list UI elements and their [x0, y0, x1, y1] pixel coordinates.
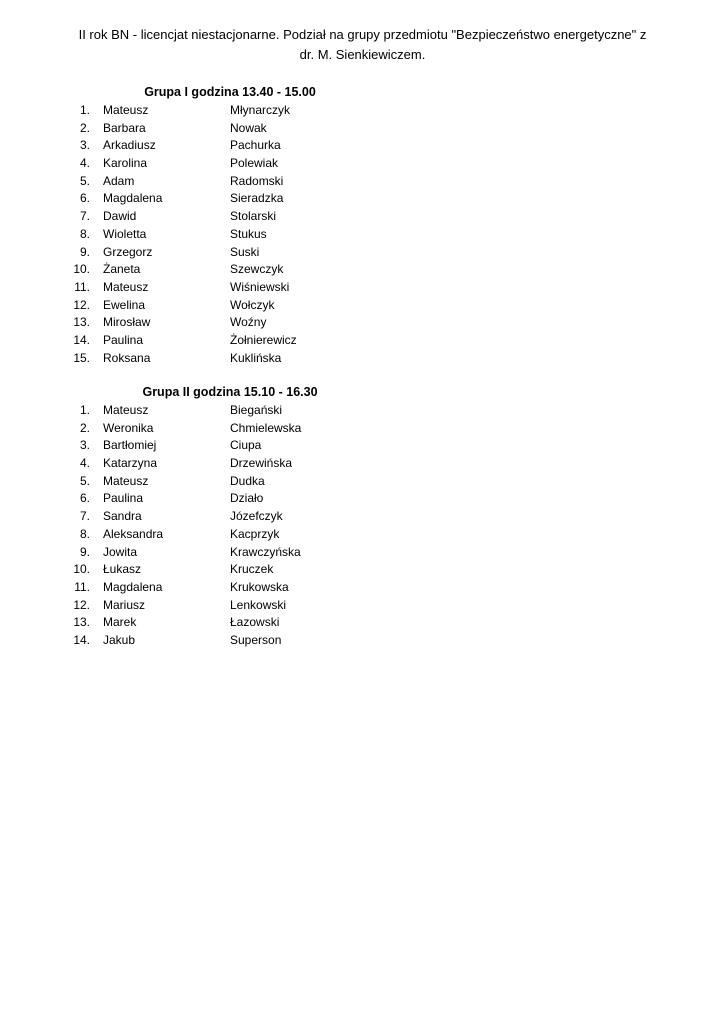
- student-row: [0, 244, 725, 262]
- student-number: 7.: [79, 509, 90, 524]
- student-row: [0, 137, 725, 155]
- student-first-name: Katarzyna: [103, 456, 158, 471]
- student-row: [0, 190, 725, 208]
- student-number: 12.: [73, 597, 90, 612]
- student-number: 4.: [79, 456, 90, 471]
- student-last-name: Kacprzyk: [230, 526, 280, 541]
- student-row: [0, 597, 725, 615]
- title-line-2: dr. M. Sienkiewiczem.: [299, 47, 426, 62]
- student-number: 10.: [73, 562, 90, 577]
- student-last-name: Wołczyk: [230, 297, 275, 312]
- student-row: [0, 208, 725, 226]
- student-last-name: Lenkowski: [230, 597, 287, 612]
- student-first-name: Mateusz: [103, 473, 149, 488]
- student-last-name: Krawczyńska: [230, 544, 301, 559]
- group-1-student-list: [0, 102, 725, 367]
- student-number: 9.: [79, 244, 90, 259]
- student-row: [0, 526, 725, 544]
- group-1-header: Grupa I godzina 13.40 - 15.00: [144, 85, 316, 99]
- student-number: 1.: [79, 403, 90, 417]
- student-first-name: Sandra: [103, 509, 142, 524]
- student-first-name: Jakub: [103, 632, 136, 647]
- student-last-name: Krukowska: [230, 579, 289, 594]
- student-last-name: Stukus: [230, 226, 267, 241]
- student-first-name: Karolina: [103, 156, 148, 171]
- student-last-name: Polewiak: [230, 156, 279, 171]
- student-first-name: Paulina: [103, 332, 144, 347]
- student-last-name: Stolarski: [230, 209, 277, 224]
- student-number: 8.: [79, 226, 90, 241]
- student-first-name: Łukasz: [103, 562, 142, 577]
- student-number: 2.: [79, 420, 90, 435]
- student-number: 14.: [73, 332, 90, 347]
- student-row: [0, 297, 725, 315]
- student-last-name: Kuklińska: [230, 350, 282, 365]
- student-first-name: Bartłomiej: [103, 438, 157, 453]
- student-number: 10.: [73, 262, 90, 277]
- student-last-name: Żołnierewicz: [230, 332, 297, 347]
- student-first-name: Adam: [103, 173, 135, 188]
- student-first-name: Barbara: [103, 120, 146, 135]
- student-number: 4.: [79, 156, 90, 171]
- student-number: 5.: [79, 173, 90, 188]
- student-number: 6.: [79, 491, 90, 506]
- student-first-name: Dawid: [103, 209, 137, 224]
- student-first-name: Magdalena: [103, 579, 163, 594]
- student-row: [0, 544, 725, 562]
- student-number: 9.: [79, 544, 90, 559]
- student-last-name: Dudka: [230, 473, 265, 488]
- student-last-name: Radomski: [230, 173, 284, 188]
- student-number: 8.: [79, 526, 90, 541]
- student-number: 5.: [79, 473, 90, 488]
- student-first-name: Mateusz: [103, 279, 149, 294]
- student-last-name: Młynarczyk: [230, 103, 291, 117]
- student-last-name: Wiśniewski: [230, 279, 290, 294]
- student-last-name: Woźny: [230, 315, 267, 330]
- student-first-name: Żaneta: [103, 262, 141, 277]
- student-last-name: Suski: [230, 244, 260, 259]
- student-first-name: Arkadiusz: [103, 138, 156, 153]
- student-last-name: Drzewińska: [230, 456, 293, 471]
- student-last-name: Działo: [230, 491, 264, 506]
- student-row: [0, 614, 725, 632]
- student-first-name: Mirosław: [103, 315, 151, 330]
- student-row: [0, 579, 725, 597]
- student-number: 13.: [73, 615, 90, 630]
- student-first-name: Wioletta: [103, 226, 147, 241]
- student-number: 7.: [79, 209, 90, 224]
- group-2-header: Grupa II godzina 15.10 - 16.30: [142, 385, 318, 399]
- student-first-name: Mariusz: [103, 597, 146, 612]
- student-number: 15.: [73, 350, 90, 365]
- student-row: [0, 508, 725, 526]
- student-first-name: Marek: [103, 615, 137, 630]
- student-row: [0, 261, 725, 279]
- student-first-name: Paulina: [103, 491, 144, 506]
- student-row: [0, 314, 725, 332]
- student-first-name: Mateusz: [103, 103, 149, 117]
- student-number: 11.: [74, 279, 90, 294]
- student-number: 1.: [79, 103, 90, 117]
- student-row: [0, 632, 725, 650]
- student-first-name: Weronika: [103, 420, 154, 435]
- student-row: [0, 420, 725, 438]
- student-first-name: Aleksandra: [103, 526, 164, 541]
- student-first-name: Grzegorz: [103, 244, 153, 259]
- group-2-student-list: [0, 402, 725, 650]
- student-row: [0, 332, 725, 350]
- student-number: 3.: [79, 138, 90, 153]
- student-last-name: Szewczyk: [230, 262, 284, 277]
- student-row: [0, 226, 725, 244]
- student-last-name: Chmielewska: [230, 420, 302, 435]
- student-row: [0, 350, 725, 368]
- student-number: 11.: [74, 579, 90, 594]
- student-row: [0, 102, 725, 120]
- student-row: [0, 437, 725, 455]
- student-last-name: Józefczyk: [230, 509, 283, 524]
- student-last-name: Biegański: [230, 403, 283, 417]
- student-row: [0, 561, 725, 579]
- title-line-1: II rok BN - licencjat niestacjonarne. Podział na grupy przedmiotu "Bezpieczeństwo energetyczne" z: [78, 27, 647, 42]
- student-row: [0, 473, 725, 491]
- student-number: 6.: [79, 191, 90, 206]
- student-first-name: Magdalena: [103, 191, 163, 206]
- student-last-name: Nowak: [230, 120, 267, 135]
- student-row: [0, 279, 725, 297]
- student-row: [0, 155, 725, 173]
- student-row: [0, 173, 725, 191]
- student-row: [0, 120, 725, 138]
- student-last-name: Ciupa: [230, 438, 262, 453]
- student-last-name: Kruczek: [230, 562, 274, 577]
- student-last-name: Łazowski: [230, 615, 280, 630]
- student-last-name: Superson: [230, 632, 282, 647]
- student-row: [0, 490, 725, 508]
- student-number: 13.: [73, 315, 90, 330]
- student-row: [0, 402, 725, 420]
- student-number: 12.: [73, 297, 90, 312]
- student-first-name: Mateusz: [103, 403, 149, 417]
- student-row: [0, 455, 725, 473]
- document-title: [40, 25, 685, 65]
- student-first-name: Jowita: [103, 544, 138, 559]
- student-number: 14.: [73, 632, 90, 647]
- student-last-name: Sieradzka: [230, 191, 284, 206]
- student-first-name: Roksana: [103, 350, 151, 365]
- student-first-name: Ewelina: [103, 297, 146, 312]
- student-last-name: Pachurka: [230, 138, 281, 153]
- student-number: 3.: [79, 438, 90, 453]
- student-number: 2.: [79, 120, 90, 135]
